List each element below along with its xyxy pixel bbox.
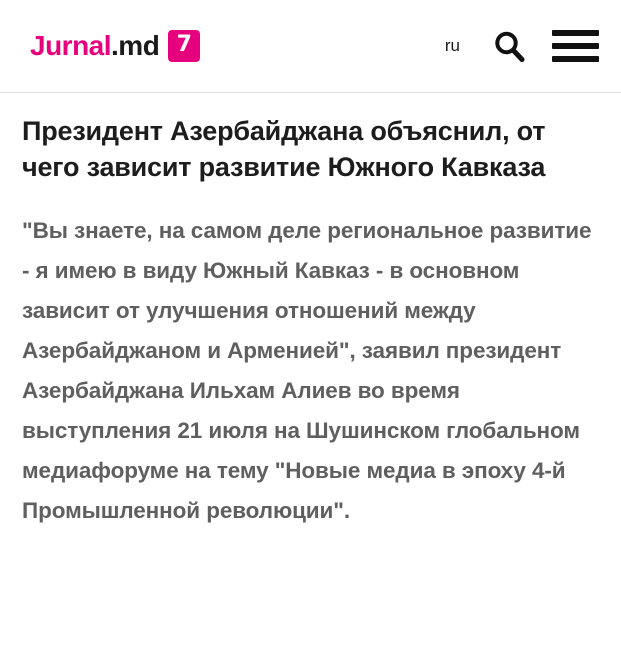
language-switcher[interactable]: ru	[439, 36, 466, 56]
brand-name-primary: Jurnal	[30, 30, 112, 61]
hamburger-menu-icon[interactable]	[552, 30, 599, 62]
brand-wordmark	[30, 32, 159, 60]
article-body	[0, 93, 621, 531]
header-actions	[439, 29, 599, 63]
seven-logo-mark-icon	[168, 30, 200, 62]
site-header	[0, 0, 621, 92]
search-icon[interactable]	[492, 29, 526, 63]
article-lead-paragraph: "Вы знаете, на самом деле региональное развитие - я имею в виду Южный Кавказ - в основном зависит от улучшения отношений между Азербайджаном и Арменией", заявил президент Азербайджана Ильхам Алиев во время выступления 21 июля на Шушинском глобальном медиафоруме на тему "Новые медиа в эпоху 4-й Промышленной революции".	[22, 218, 592, 523]
brand-name-secondary: .md	[111, 30, 160, 61]
brand-mark-glyph: 7	[176, 32, 192, 57]
site-logo[interactable]	[30, 30, 200, 62]
page-title: Президент Азербайджана объяснил, от чего зависит развитие Южного Кавказа	[22, 116, 546, 182]
